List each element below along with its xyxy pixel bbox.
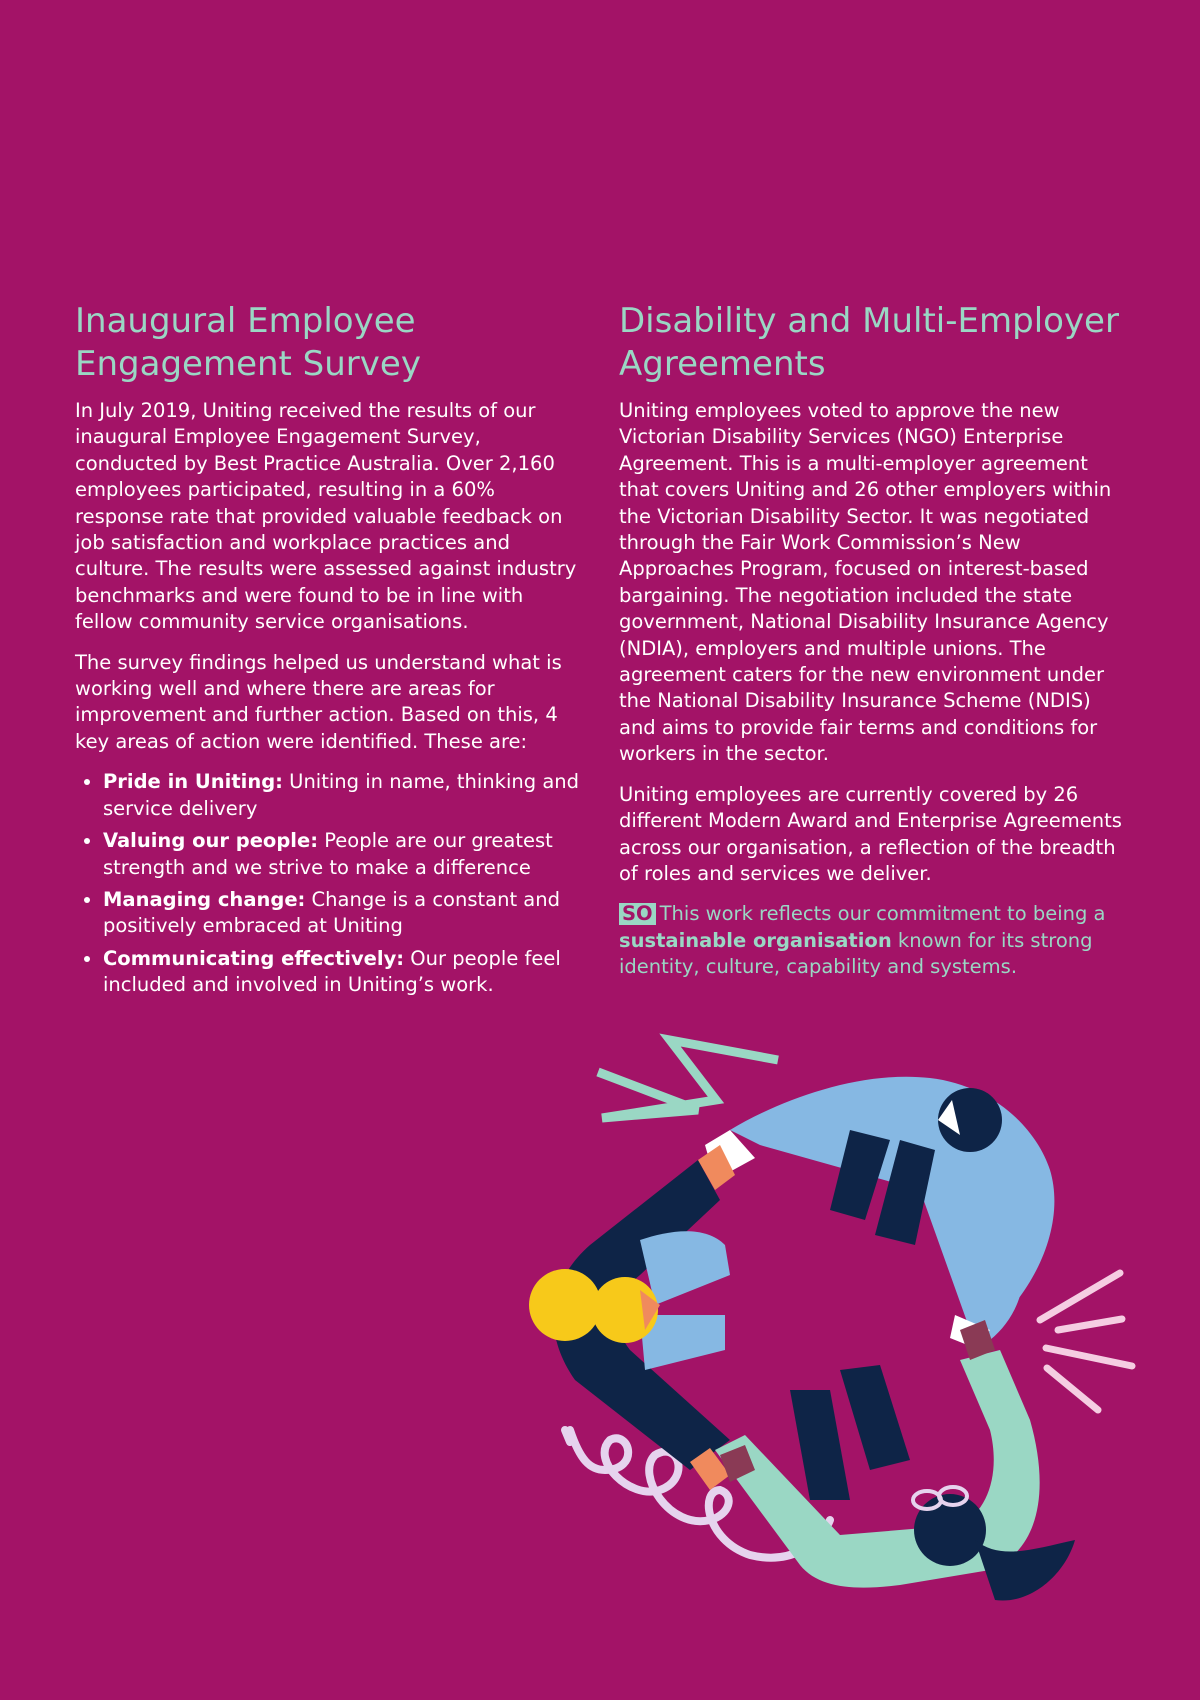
person-blue — [705, 1077, 1054, 1348]
loop-dash — [565, 1430, 570, 1442]
left-column — [75, 300, 585, 1005]
burst-decoration — [1040, 1273, 1132, 1410]
survey-paragraph-2: The survey findings helped us understand what is working well and where there are areas for improvement and further action. Based on this, 4 key areas of action were identified. These are: — [75, 650, 562, 753]
agreements-paragraph-2: Uniting employees are currently covered by 26 different Modern Award and Enterprise Agreements across our organisation, a reflection of the breadth of roles and services we deliver. — [619, 782, 1122, 885]
agreements-paragraph-1: Uniting employees voted to approve the new Victorian Disability Services (NGO) Enterprise Agreement. This is a multi-employer agreement that covers Uniting and 26 other employers within the Victorian Disability Sector. It was negotiated through the Fair Work Commission’s New Approaches Program, focused on interest-based bargaining. The negotiation included the state government, National Disability Insurance Agency (NDIA), employers and multiple unions. The agreement caters for the new environment under the National Disability Insurance Scheme (NDIS) and aims to provide fair terms and conditions for workers in the sector. — [619, 399, 1112, 766]
handshake-illustration — [520, 1030, 1140, 1630]
list-item: • Pride in Uniting: Uniting in name, thinking and service delivery — [103, 769, 585, 822]
zigzag-decoration — [598, 1040, 778, 1118]
action-areas-list — [75, 769, 585, 998]
so-badge: SO — [619, 903, 656, 925]
list-item: • Managing change: Change is a constant and positively embraced at Uniting — [103, 887, 585, 940]
right-column — [619, 300, 1129, 995]
survey-heading: Inaugural Employee Engagement Survey — [75, 301, 421, 384]
person-navy — [529, 1145, 735, 1490]
agreements-heading: Disability and Multi-Employer Agreements — [619, 301, 1119, 384]
so-tagline: SO This work reflects our commitment to being a sustainable organisation known for its strong identity, culture, capability and systems. — [619, 902, 1106, 979]
list-item: • Communicating effectively: Our people feel included and involved in Uniting’s work. — [103, 946, 585, 999]
survey-paragraph-1: In July 2019, Uniting received the results of our inaugural Employee Engagement Survey, conducted by Best Practice Australia. Over 2,160 employees participated, resulting in a 60% response rate that provided valuable feedback on job satisfaction and workplace practices and culture. The results were assessed against industry benchmarks and were found to be in line with fellow community service organisations. — [75, 399, 577, 634]
list-item: • Valuing our people: People are our greatest strength and we strive to make a difference — [103, 828, 585, 881]
